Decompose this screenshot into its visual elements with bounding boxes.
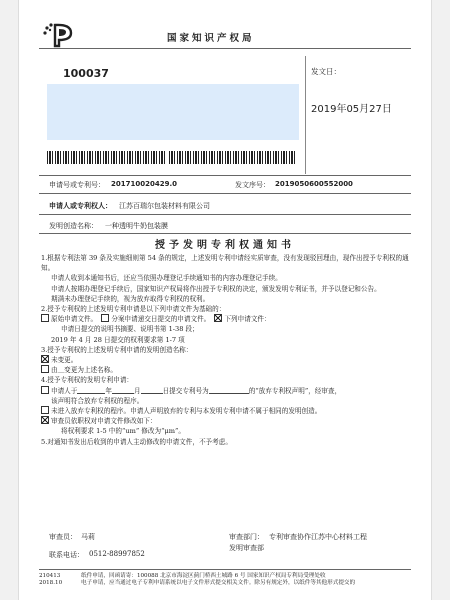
serial-label: 发文序号： <box>235 181 270 189</box>
para-2: 2.授予专利权的上述发明专利申请是以下列申请文件为基础的： <box>41 305 226 314</box>
label-examiner-amend: 审查员依职权对申请文件修改如下： <box>51 417 157 426</box>
waiver-opt-1 <box>41 386 415 396</box>
footer-text <box>81 573 415 587</box>
waiver-text-d: 日提交专利号为 <box>162 386 209 395</box>
waiver-text-c: 月 <box>133 386 141 395</box>
waiver-text-e: 的“放弃专利权声明”，经审查， <box>248 386 342 395</box>
checkbox-examiner-amend[interactable] <box>41 416 49 424</box>
label-divisional: 分案申请递交日提交的申请文件。 <box>111 315 211 324</box>
waiver-opt-1-cont: 该声明符合放弃专利权的程序。 <box>51 396 144 405</box>
cnipa-logo-icon <box>41 22 81 48</box>
checkbox-divisional[interactable] <box>101 314 109 322</box>
name-opt-2 <box>41 365 415 375</box>
footer-codes <box>39 573 69 587</box>
send-date-label: 发文日： <box>311 67 341 76</box>
para-5 <box>41 416 415 426</box>
doc-line-2: 2019 年 4 月 28 日提交的权利要求第 1-7 项 <box>51 335 185 344</box>
dept-name-2: 发明审查部 <box>229 544 264 552</box>
label-no-waiver: 未进入放弃专利权的程序。申请人声明放弃的专利与本发明专利申请不属于相同的发明创造。 <box>51 407 322 416</box>
checkbox-original[interactable] <box>41 314 49 322</box>
header-rule <box>39 48 411 49</box>
para-1b: 申请人按期办理登记手续后，国家知识产权局将作出授予专利权的决定，颁发发明专利证书，并予以登记和公告。 <box>51 284 381 293</box>
blank-day[interactable] <box>141 393 163 394</box>
rule-4 <box>39 233 411 234</box>
blank-month[interactable] <box>112 393 134 394</box>
para-1c: 期满未办理登记手续的，视为放弃取得专利权的权利。 <box>51 294 210 303</box>
examiner-label: 审查员： <box>49 533 77 541</box>
checkbox-unchanged[interactable] <box>41 355 49 363</box>
phone-label: 联系电话： <box>49 551 84 559</box>
serial-no: 2019050600552000 <box>275 180 353 188</box>
app-no-label: 申请号或专利号： <box>49 181 105 189</box>
waiver-text-a: 申请人于 <box>51 386 78 395</box>
para-4: 4.授予专利权的发明专利申请： <box>41 376 134 385</box>
app-no: 201710020429.0 <box>111 180 177 188</box>
label-changed: 由＿变更为上述名称。 <box>51 366 117 375</box>
applicant-label: 申请人或专利权人： <box>49 201 112 210</box>
checkbox-waiver-filed[interactable] <box>41 386 49 394</box>
dept-name: 专利审查协作江苏中心材料工程 <box>269 533 367 541</box>
label-following: 下列申请文件： <box>224 315 271 324</box>
rule-3 <box>39 214 411 215</box>
checkbox-changed[interactable] <box>41 365 49 373</box>
para-6: 5.对通知书发出后收到的申请人主动修改的申请文件，不予考虑。 <box>41 437 232 446</box>
address-divider <box>305 56 306 174</box>
amend-line: 将权利要求 1-5 中的“um” 修改为“μm”。 <box>61 427 185 436</box>
footer-rule <box>39 569 411 570</box>
waiver-opt-2 <box>41 406 415 416</box>
name-opt-1 <box>41 355 415 365</box>
footer-line-2: 电子申请，应当通过电子专利申请系统以电子文件形式提交相关文件。除另有规定外，以纸件等其他形式提交的 <box>81 580 356 586</box>
invention-label: 发明创造名称： <box>49 222 98 230</box>
footer-code-1: 210413 <box>39 573 61 579</box>
para-1: 1.根据专利法第 39 条及实施细则第 54 条的规定，上述发明专利申请经实质审查，没有发现驳回理由，现作出授予专利权的通知。 <box>41 254 409 273</box>
footer-code-2: 2018.10 <box>39 580 63 586</box>
checkbox-no-waiver[interactable] <box>41 406 49 414</box>
doc-line-1: 申请日提交的说明书摘要、说明书第 1-38 段； <box>61 325 199 334</box>
basis-options <box>41 314 415 324</box>
notice-document <box>18 0 432 600</box>
blank-year[interactable] <box>77 393 105 394</box>
address-redacted <box>47 84 299 140</box>
dept-label: 审查部门： <box>229 533 264 541</box>
blank-patent-no[interactable] <box>209 393 249 394</box>
para-3: 3.授予专利权的上述发明专利申请的发明创造名称： <box>41 345 193 354</box>
checkbox-following[interactable] <box>214 314 222 322</box>
label-original: 原始申请文件。 <box>51 315 98 324</box>
postal-code: 100037 <box>63 67 109 80</box>
send-date: 2019年05月27日 <box>311 104 392 115</box>
notice-body <box>41 253 415 447</box>
applicant: 江苏百瑞尔包装材料有限公司 <box>119 202 210 210</box>
barcode-left <box>47 151 167 164</box>
examiner-name: 马莉 <box>81 533 95 541</box>
rule-2 <box>39 193 411 194</box>
phone-number: 0512-88997852 <box>89 550 145 558</box>
notice-title: 授予发明专利权通知书 <box>155 240 295 251</box>
rule-1 <box>39 175 411 176</box>
office-name: 国家知识产权局 <box>167 33 255 44</box>
barcode-right <box>169 151 295 164</box>
para-1a: 申请人收到本通知书后，还应当依照办理登记手续通知书的内容办理登记手续。 <box>51 274 282 283</box>
invention-name: 一种透明牛奶包装膜 <box>105 222 168 230</box>
footer-line-1: 纸件申请，回函请寄：100088 北京市海淀区蓟门桥西土城路 6 号 国家知识产权局专利局受理处收 <box>81 573 326 579</box>
waiver-text-b: 年 <box>105 386 112 395</box>
label-unchanged: 未变更。 <box>51 356 78 365</box>
